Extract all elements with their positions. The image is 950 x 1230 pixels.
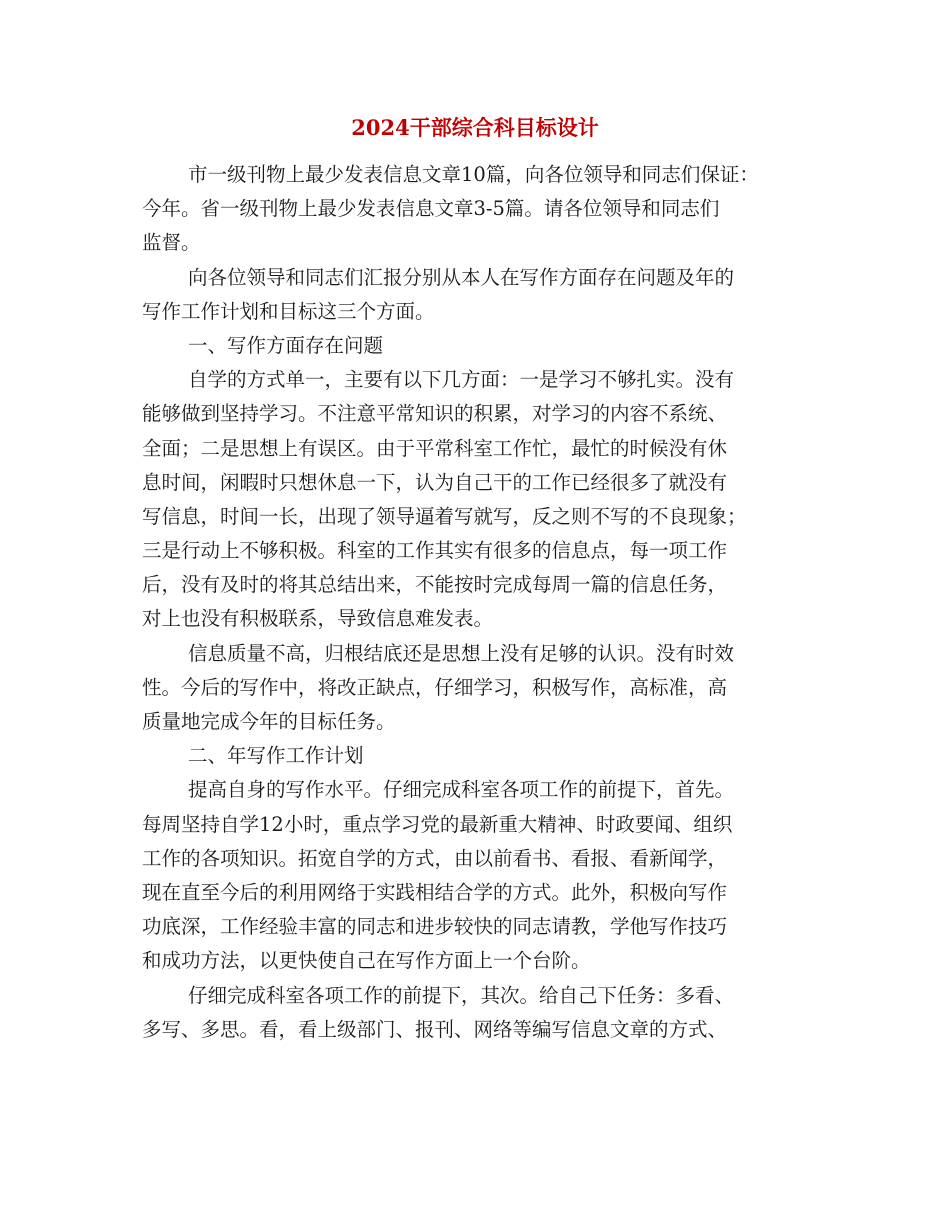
- body-text-line: 写作工作计划和目标这三个方面。: [142, 299, 435, 323]
- body-text-line: 工作的各项知识。拓宽自学的方式，由以前看书、看报、看新闻学，: [142, 846, 728, 870]
- document-body: [142, 158, 810, 1047]
- document-title: 2024干部综合科目标设计: [351, 115, 599, 140]
- body-text-line: 多写、多思。看，看上级部门、报刊、网络等编写信息文章的方式、: [142, 1017, 728, 1041]
- body-text-line: 提高自身的写作水平。仔细完成科室各项工作的前提下，首先。: [188, 778, 735, 802]
- body-text-line: 三是行动上不够积极。科室的工作其实有很多的信息点，每一项工作: [142, 539, 728, 563]
- body-text-line: 后，没有及时的将其总结出来，不能按时完成每周一篇的信息任务，: [142, 573, 728, 597]
- body-text-line: 全面；二是思想上有误区。由于平常科室工作忙，最忙的时候没有休: [142, 436, 728, 460]
- body-text-line: 每周坚持自学12小时，重点学习党的最新重大精神、时政要闻、组织: [142, 812, 733, 836]
- body-text-line: 现在直至今后的利用网络于实践相结合学的方式。此外，积极向写作: [142, 880, 728, 904]
- body-text-line: 能够做到坚持学习。不注意平常知识的积累，对学习的内容不系统、: [142, 402, 728, 426]
- body-text-line: 市一级刊物上最少发表信息文章10篇，向各位领导和同志们保证：: [188, 163, 759, 186]
- body-text-line: 今年。省一级刊物上最少发表信息文章3-5篇。请各位领导和同志们: [142, 197, 720, 221]
- body-text-line: 息时间，闲暇时只想休息一下，认为自己干的工作已经很多了就没有: [142, 470, 728, 494]
- body-text-line: 监督。: [142, 231, 201, 255]
- body-text-line: 一、写作方面存在问题: [188, 333, 384, 357]
- body-text-line: 功底深，工作经验丰富的同志和进步较快的同志请教，学他写作技巧: [142, 915, 728, 939]
- body-text-line: 自学的方式单一，主要有以下几方面：一是学习不够扎实。没有: [188, 368, 735, 392]
- body-text-line: 向各位领导和同志们汇报分别从本人在写作方面存在问题及年的: [188, 265, 735, 289]
- body-text-line: 写信息，时间一长，出现了领导逼着写就写，反之则不写的不良现象；: [142, 504, 747, 528]
- body-text-line: 性。今后的写作中，将改正缺点，仔细学习，积极写作，高标准，高: [142, 675, 728, 699]
- body-text-line: 信息质量不高，归根结底还是思想上没有足够的认识。没有时效: [188, 641, 735, 665]
- body-text-line: 二、年写作工作计划: [188, 744, 364, 768]
- body-text-line: 仔细完成科室各项工作的前提下，其次。给自己下任务：多看、: [188, 983, 735, 1007]
- body-text-line: 质量地完成今年的目标任务。: [142, 710, 396, 733]
- body-text-line: 对上也没有积极联系，导致信息难发表。: [142, 607, 494, 631]
- body-text-line: 和成功方法，以更快使自己在写作方面上一个台阶。: [142, 949, 591, 973]
